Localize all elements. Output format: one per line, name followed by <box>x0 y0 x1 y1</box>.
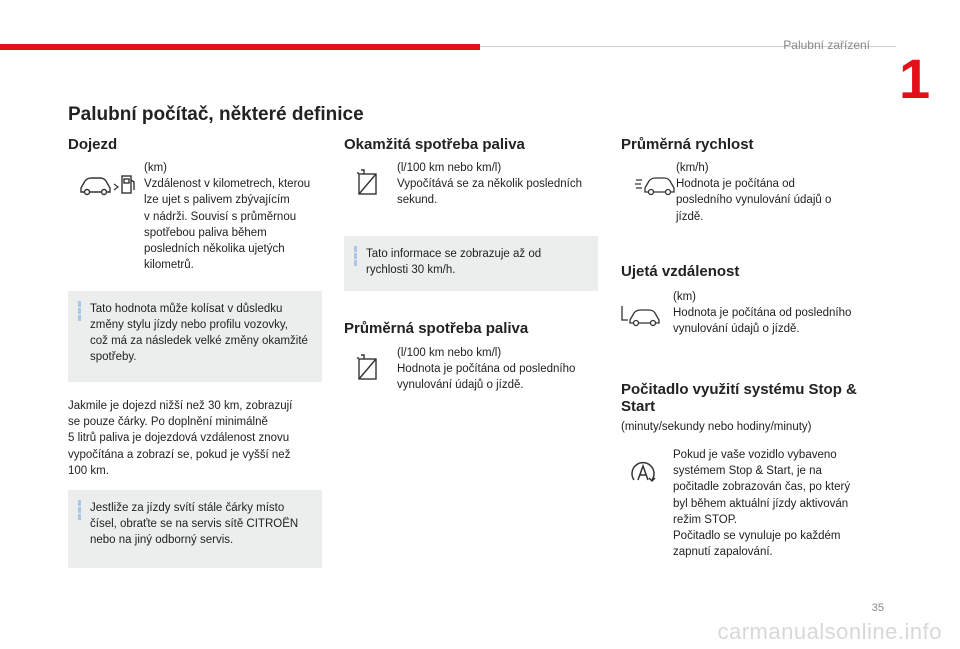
distance-car-icon <box>616 300 676 330</box>
heading-prumerna-rychlost: Průměrná rychlost <box>621 136 754 153</box>
note-marker <box>78 301 84 321</box>
note-okamzita-spotreba: Tato informace se zobrazuje až od rychlosti 30 km/h. <box>344 236 598 291</box>
stop-start-units: (minuty/sekundy nebo hodiny/minuty) <box>621 421 812 433</box>
heading-prumerna-spotreba: Průměrná spotřeba paliva <box>344 320 529 337</box>
note-marker <box>354 246 360 266</box>
page-number: 35 <box>871 602 884 614</box>
note-dojezd-variation: Tato hodnota může kolísat v důsledku změny stylu jízdy nebo profilu vozovky, což má za následek velké změny okamžité spotřeby. <box>68 291 322 382</box>
heading-ujeta-vzdalenost: Ujetá vzdálenost <box>621 263 740 280</box>
heading-okamzita-spotreba: Okamžitá spotřeba paliva <box>344 136 525 153</box>
ujeta-vzdalenost-description: (km) Hodnota je počítána od posledního vynulování údajů o jízdě. <box>673 291 852 336</box>
watermark: carmanualsonline.info <box>717 619 942 644</box>
dojezd-description: (km) Vzdálenost v kilometrech, kterou lze ujet s palivem zbývajícím v nádrži. Souvisí s průměrnou spotřebou paliva během posledních několika ujetých kilometrů. <box>144 162 311 272</box>
chapter-number: 1 <box>899 47 931 110</box>
heading-stop-start-counter: Počitadlo využití systému Stop & Start <box>621 381 857 415</box>
dojezd-paragraph: Jakmile je dojezd nižší než 30 km, zobrazují se pouze čárky. Po doplnění minimálně 5 litrů paliva je dojezdová vzdálenost znovu vypočítána a zobrazí se, pokud je vyšší než 100 km. <box>68 400 293 477</box>
prumerna-spotreba-description: (l/100 km nebo km/l) Hodnota je počítána od posledního vynulování údajů o jízdě. <box>397 347 576 392</box>
prumerna-rychlost-description: (km/h) Hodnota je počítána od posledního vynulování údajů o jízdě. <box>676 162 832 223</box>
note-marker <box>78 500 84 520</box>
okamzita-spotreba-description: (l/100 km nebo km/l) Vypočítává se za několik posledních sekund. <box>397 162 582 207</box>
range-car-fuel-icon <box>78 170 138 200</box>
stop-start-a-icon <box>628 458 658 488</box>
note-dojezd-dashes: Jestliže za jízdy svítí stále čárky místo čísel, obraťte se na servis sítě CITROËN nebo na jiný odborný servis. <box>68 490 322 568</box>
stop-start-description: Pokud je vaše vozidlo vybaveno systémem Stop & Start, je na počitadle zobrazován čas, po který byl během aktuální jízdy aktivován režim STOP. Počitadlo se vynuluje po každém zapnutí zapalování. <box>673 449 851 559</box>
red-header-bar <box>0 44 480 50</box>
chapter-title: Palubní zařízení <box>783 38 870 52</box>
page-title: Palubní počítač, některé definice <box>68 104 364 125</box>
heading-dojezd: Dojezd <box>68 136 118 153</box>
